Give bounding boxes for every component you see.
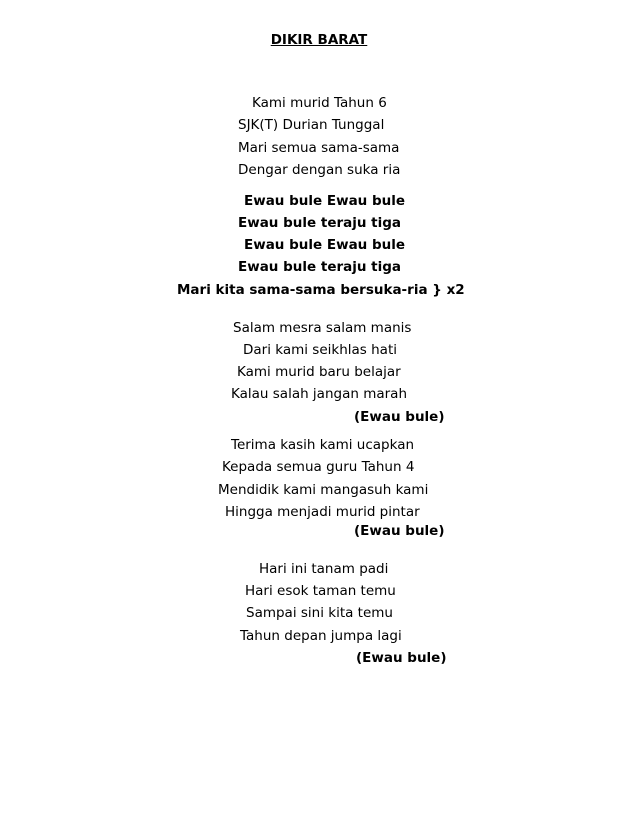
lyric-line: Dari kami seikhlas hati — [243, 342, 397, 358]
lyric-line: Hingga menjadi murid pintar — [225, 504, 420, 520]
lyric-line: Kepada semua guru Tahun 4 — [222, 459, 415, 475]
lyric-line: Terima kasih kami ucapkan — [231, 437, 415, 453]
chorus-line: Ewau bule Ewau bule — [244, 193, 406, 209]
lyric-line: Kalau salah jangan marah — [231, 386, 408, 402]
lyric-line: Tahun depan jumpa lagi — [240, 628, 402, 644]
lyric-line: Kami murid Tahun 6 — [252, 95, 387, 111]
lyric-line: Salam mesra salam manis — [233, 320, 412, 336]
refrain-line: (Ewau bule) — [354, 409, 445, 425]
lyric-line: Dengar dengan suka ria — [238, 162, 401, 178]
lyric-line: Mari semua sama-sama — [238, 140, 400, 156]
chorus-line: Ewau bule teraju tiga — [238, 259, 402, 275]
refrain-line: (Ewau bule) — [354, 523, 445, 539]
lyric-line: Hari ini tanam padi — [259, 561, 389, 577]
document-title: DIKIR BARAT — [270, 32, 368, 48]
chorus-line: Mari kita sama-sama bersuka-ria } x2 — [177, 282, 465, 298]
chorus-line: Ewau bule teraju tiga — [238, 215, 402, 231]
lyric-line: Hari esok taman temu — [245, 583, 396, 599]
lyric-line: Kami murid baru belajar — [237, 364, 401, 380]
lyric-line: Sampai sini kita temu — [246, 605, 393, 621]
refrain-line: (Ewau bule) — [356, 650, 447, 666]
lyric-line: SJK(T) Durian Tunggal — [238, 117, 385, 133]
chorus-line: Ewau bule Ewau bule — [244, 237, 406, 253]
lyric-line: Mendidik kami mangasuh kami — [218, 482, 429, 498]
